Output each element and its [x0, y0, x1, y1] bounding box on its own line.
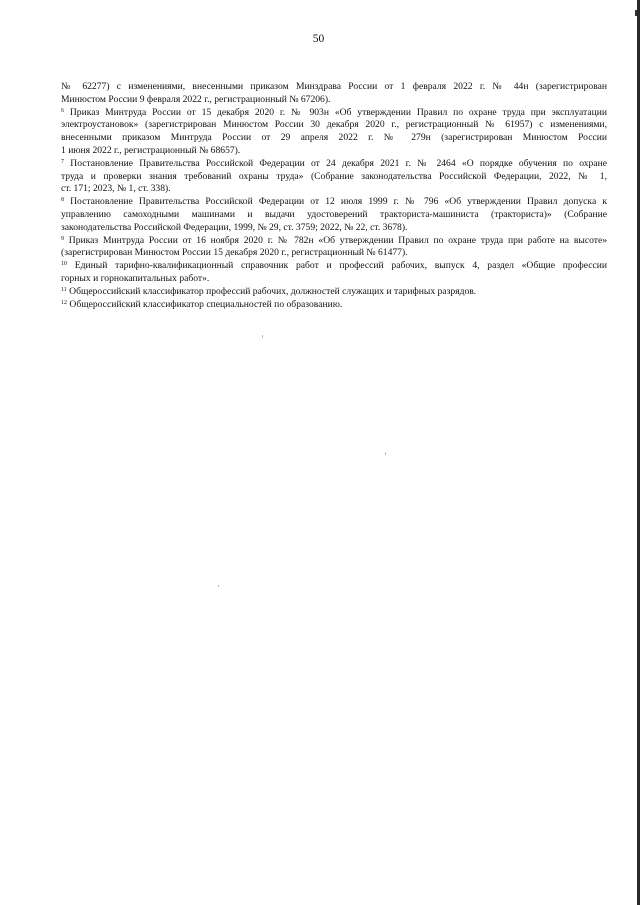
footnote-marker: 7: [61, 158, 64, 165]
footnote-10: [61, 260, 607, 286]
footnote-8: [61, 196, 607, 234]
footnote-line: электроустановок» (зарегистрирован Минюстом России 30 декабря 2020 г., регистрационный № 61957) с изменениями,: [61, 119, 607, 131]
footnote-line: $^7$ Постановление Правительства Российской Федерации от 24 декабря 2021 г. № 2464 «О порядке обучения по охране: [61, 157, 607, 169]
footnote-12: [61, 299, 607, 312]
footnote-line: $^{10}$ Единый тарифно-квалификационный справочник работ и профессий рабочих, выпуск 4, раздел «Общие профессии: [61, 260, 607, 272]
footnote-line: управлению самоходными машинами и выдачи удостоверений тракториста-машиниста (тракториста)» (Собрание: [61, 208, 607, 220]
footnote-line: законодательства Российской Федерации, 1999, № 29, ст. 3759; 2022, № 22, ст. 3678).: [61, 221, 408, 233]
scan-speck: [385, 452, 386, 455]
footnote-11: [61, 286, 607, 299]
footnote-marker: 12: [61, 299, 67, 306]
scan-edge-mark: [635, 10, 637, 16]
footnote-7: [61, 158, 607, 196]
footnote-line: труда и проверки знания требований охраны труда» (Собрание законодательства Российской Федерации, 2022, № 1,: [61, 170, 607, 182]
footnote-marker: 11: [61, 286, 67, 293]
footnote-marker: 9: [61, 235, 64, 242]
footnote-marker: 8: [61, 197, 64, 204]
footnote-marker: 6: [61, 107, 64, 114]
footnote-continuation: [61, 81, 607, 107]
footnote-line: $^9$ Приказ Минтруда России от 16 ноября 2020 г. № 782н «Об утверждении Правил по охране труда при работе на высоте»: [61, 234, 607, 246]
footnote-9: [61, 235, 607, 261]
footnotes-block: [61, 81, 607, 311]
footnote-line: (зарегистрирован Минюстом России 15 декабря 2020 г., регистрационный № 61477).: [61, 247, 408, 259]
footnote-line: $^6$ Приказ Минтруда России от 15 декабря 2020 г. № 903н «Об утверждении Правил по охране труда при эксплуатации: [61, 106, 607, 118]
footnote-line: 1 июня 2022 г., регистрационный № 68657).: [61, 144, 241, 156]
footnote-line: горных и горнокапитальных работ».: [61, 272, 210, 284]
footnote-line: Минюстом России 9 февраля 2022 г., регистрационный № 67206).: [61, 93, 331, 105]
scan-speck: [262, 335, 263, 338]
footnote-line: № 62277) с изменениями, внесенными приказом Минздрава России от 1 февраля 2022 г. № 44н (зарегистрирован: [61, 81, 607, 92]
footnote-line: внесенными приказом Минтруда России от 29 апреля 2022 г. № 279н (зарегистрирован Минюстом России: [61, 132, 607, 144]
footnote-line: $^{12}$ Общероссийский классификатор специальностей по образованию.: [61, 298, 343, 310]
footnote-line: $^{11}$ Общероссийский классификатор профессий рабочих, должностей служащих и тарифных разрядов.: [61, 285, 477, 297]
page-number: 50: [312, 33, 325, 45]
footnote-line: $^8$ Постановление Правительства Российской Федерации от 12 июля 1999 г. № 796 «Об утверждении Правил допуска к: [61, 196, 607, 208]
scan-speck: [218, 585, 219, 587]
footnote-marker: 10: [61, 261, 67, 268]
footnote-6: [61, 107, 607, 158]
footnote-line: ст. 171; 2023, № 1, ст. 338).: [61, 183, 171, 195]
